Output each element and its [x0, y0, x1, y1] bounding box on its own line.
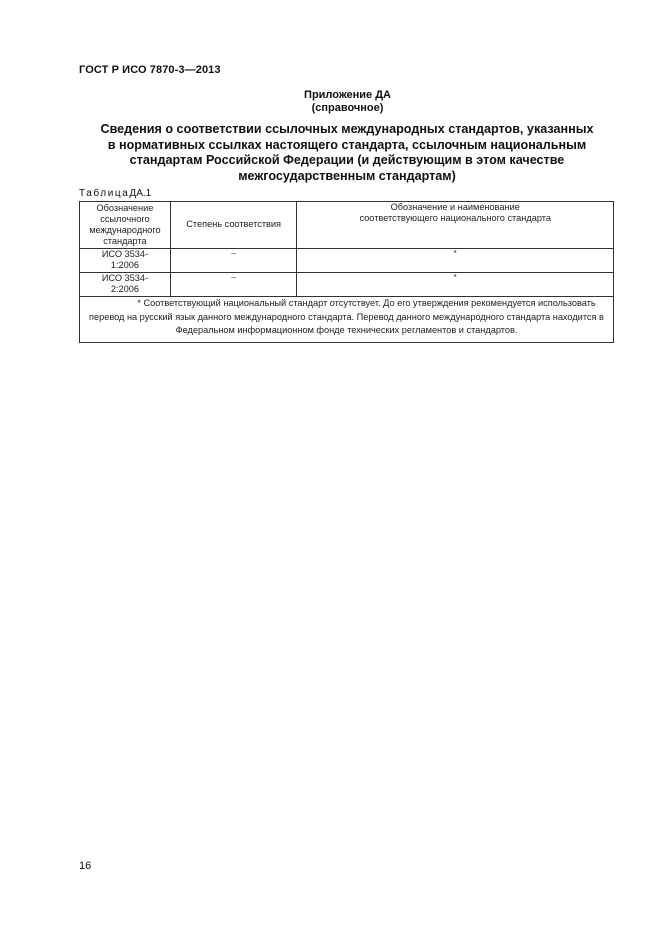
table-footnote-row: [80, 297, 614, 343]
annex-heading: [0, 89, 661, 115]
cell-degree: –: [170, 249, 297, 273]
table-header-row: [80, 202, 614, 249]
header-text: стандарта: [103, 236, 147, 247]
cell-text: 2:2006: [110, 284, 139, 295]
table-caption-word: Таблица: [79, 188, 130, 199]
cell-reference: [80, 273, 171, 297]
cell-reference: [80, 249, 171, 273]
header-national-standard: [297, 202, 614, 249]
cell-text: ИСО 3534-: [101, 249, 149, 259]
header-international-standard: [80, 202, 171, 249]
footnote-text: * Соответствующий национальный стандарт отсутствует. До его утверждения рекомендуется использовать перевод на русский язык данного международного стандарта. Перевод данного международного стандарта находится в Федеральном информационном фонде технических регламентов и стандартов.: [89, 298, 604, 336]
annex-title: Приложение ДА: [304, 89, 391, 101]
document-code: ГОСТ Р ИСО 7870-3—2013: [79, 64, 221, 76]
section-title: [79, 122, 615, 184]
header-text: Обозначение и наименование: [390, 202, 520, 212]
header-text: международного: [89, 225, 161, 235]
table-row: [80, 273, 614, 297]
table-footnote: [80, 297, 614, 343]
cell-degree: –: [170, 273, 297, 297]
page-number: 16: [79, 860, 92, 872]
section-title-line: межгосударственным стандартам): [238, 168, 456, 183]
section-title-line: Сведения о соответствии ссылочных международных стандартов, указанных: [100, 122, 594, 136]
table-caption-number: ДА.1: [129, 188, 152, 199]
annex-status: (справочное): [311, 102, 384, 114]
correspondence-table: [79, 201, 614, 343]
cell-national: *: [297, 273, 614, 297]
header-degree: Степень соответствия: [170, 202, 297, 249]
header-text: соответствующего национального стандарта: [359, 213, 551, 224]
cell-text: 1:2006: [110, 260, 139, 271]
table-row: [80, 249, 614, 273]
section-title-line: в нормативных ссылках настоящего стандарта, ссылочным национальным: [107, 137, 587, 152]
header-text: ссылочного: [100, 213, 150, 224]
cell-national: *: [297, 249, 614, 273]
header-text: Обозначение: [96, 202, 154, 213]
cell-text: ИСО 3534-: [101, 273, 149, 283]
section-title-line: стандартам Российской Федерации (и действующим в этом качестве: [129, 153, 565, 167]
table-caption: [79, 188, 151, 199]
